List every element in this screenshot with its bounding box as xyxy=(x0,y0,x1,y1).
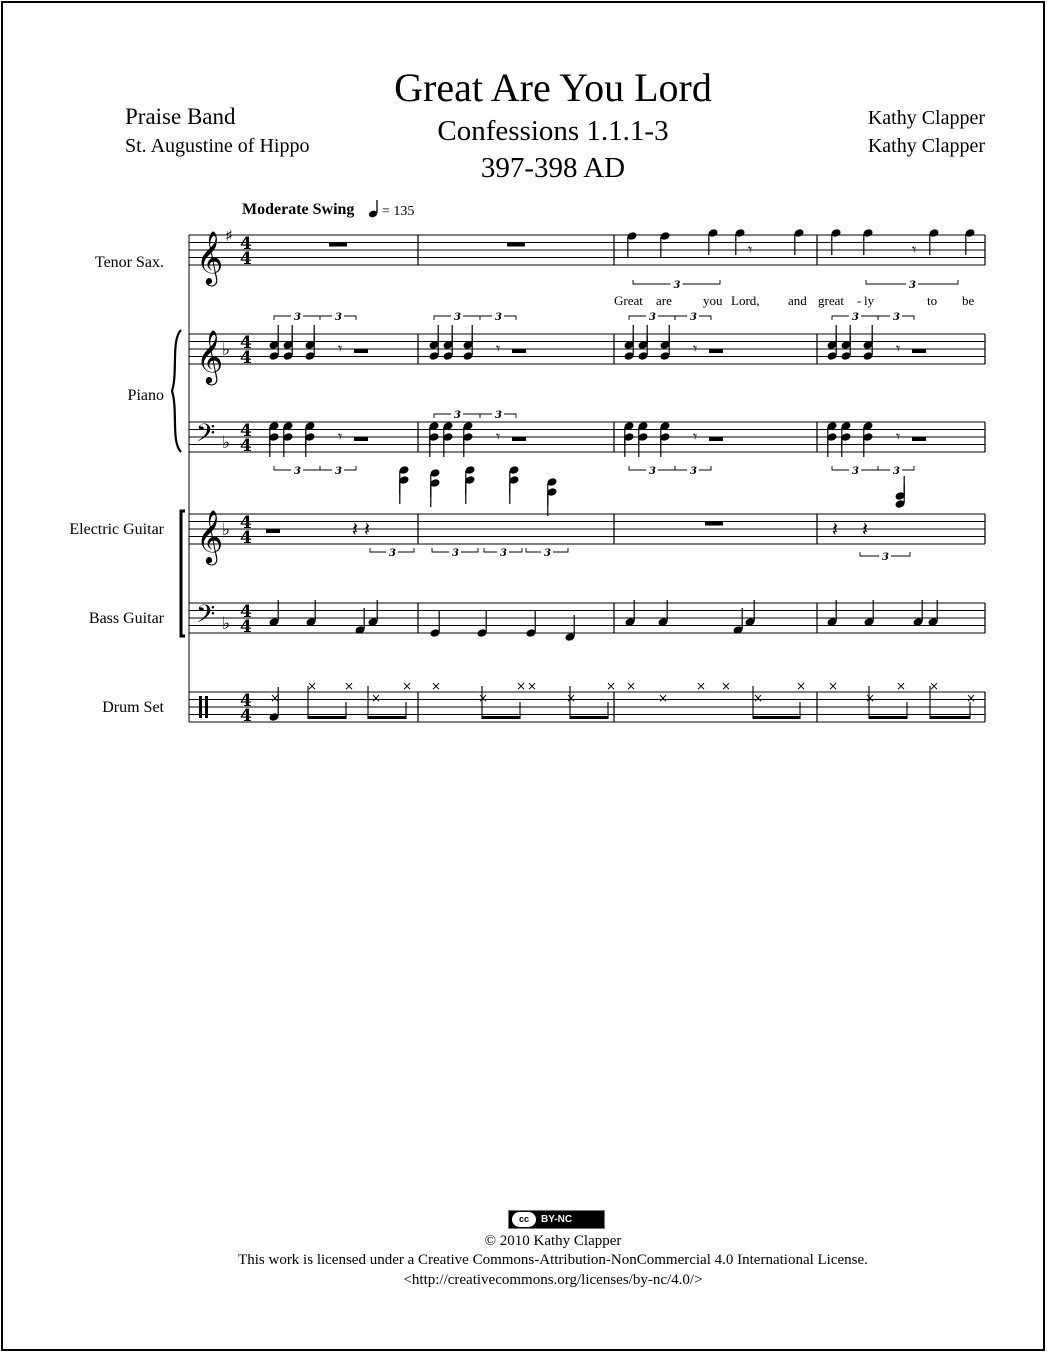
half-rest-icon xyxy=(266,529,280,533)
half-rest-icon xyxy=(512,349,526,353)
percussion-clef-icon xyxy=(205,696,208,718)
half-rest-icon xyxy=(912,437,926,441)
hi-hat-x-icon: × xyxy=(929,679,940,693)
time-signature-top: 4 xyxy=(240,333,252,353)
hi-hat-x-icon: × xyxy=(865,691,876,705)
percussion-clef-icon xyxy=(199,696,202,718)
time-signature-bottom: 4 xyxy=(240,706,252,726)
triplet-number: 3 xyxy=(909,280,916,291)
eighth-rest-icon: 𝄾 xyxy=(338,427,343,446)
eighth-rest-icon: 𝄾 xyxy=(748,240,753,259)
time-signature-bottom: 4 xyxy=(240,617,252,637)
beam xyxy=(753,716,800,719)
triplet-number: 3 xyxy=(544,548,551,559)
half-rest-icon xyxy=(354,437,368,441)
piano-brace xyxy=(172,330,181,452)
whole-rest-icon xyxy=(705,522,723,526)
time-signature-top: 4 xyxy=(240,234,252,254)
eighth-rest-icon: 𝄾 xyxy=(693,339,698,358)
hi-hat-x-icon: × xyxy=(516,679,527,693)
triplet-number: 3 xyxy=(852,466,859,477)
lyric-syllable: be xyxy=(962,293,975,308)
treble-clef-icon: 𝄞 xyxy=(196,329,224,383)
sharp-icon: ♯ xyxy=(225,226,233,245)
triplet-number: 3 xyxy=(454,312,461,323)
hi-hat-x-icon: × xyxy=(966,691,977,705)
tempo-marking: Moderate Swing xyxy=(242,201,355,218)
triplet-number: 3 xyxy=(649,466,656,477)
quarter-rest-icon: 𝄽 xyxy=(862,517,869,541)
lyricist-label: St. Augustine of Hippo xyxy=(125,135,310,157)
triplet-number: 3 xyxy=(335,466,342,477)
triplet-number: 3 xyxy=(690,312,697,323)
beam xyxy=(482,716,520,719)
hi-hat-x-icon: × xyxy=(896,679,907,693)
flat-icon: ♭ xyxy=(222,340,231,360)
time-signature-top: 4 xyxy=(240,691,252,711)
triplet-number: 3 xyxy=(500,548,507,559)
treble-clef-icon: 𝄞 xyxy=(196,230,224,284)
flat-icon: ♭ xyxy=(222,433,231,453)
lyric-syllable: you xyxy=(703,293,723,308)
bass-clef-icon: 𝄢 xyxy=(196,419,216,454)
triplet-number: 3 xyxy=(294,466,301,477)
lyric-syllable: ly xyxy=(864,293,875,308)
hi-hat-x-icon: × xyxy=(371,691,382,705)
instrument-label-electric-guitar: Electric Guitar xyxy=(69,521,164,538)
triplet-number: 3 xyxy=(893,312,900,323)
lyric-syllable: Great xyxy=(614,293,643,308)
quarter-rest-icon: 𝄽 xyxy=(352,517,359,541)
half-rest-icon xyxy=(709,349,723,353)
hi-hat-x-icon: × xyxy=(626,679,637,693)
treble-clef-icon: 𝄞 xyxy=(196,509,224,563)
ensemble-label: Praise Band xyxy=(125,104,236,129)
cc-logo-icon: cc xyxy=(512,1212,536,1227)
triplet-number: 3 xyxy=(495,410,502,421)
beam xyxy=(570,716,608,719)
composer-label: Kathy Clapper xyxy=(867,107,985,129)
triplet-number: 3 xyxy=(389,548,396,559)
cc-license-badge[interactable] xyxy=(508,1210,605,1229)
beam xyxy=(869,716,907,719)
license-statement: This work is licensed under a Creative Commons-Attribution-NonCommercial 4.0 International License. xyxy=(238,1252,868,1268)
instrument-label-bass-guitar: Bass Guitar xyxy=(88,610,164,627)
beam xyxy=(308,716,346,719)
hi-hat-x-icon: × xyxy=(753,691,764,705)
half-rest-icon xyxy=(512,437,526,441)
quarter-rest-icon: 𝄽 xyxy=(364,517,371,541)
hi-hat-x-icon: × xyxy=(658,691,669,705)
triplet-number: 3 xyxy=(852,312,859,323)
eighth-rest-icon: 𝄾 xyxy=(496,427,501,446)
beam xyxy=(930,716,970,719)
beam xyxy=(368,716,406,719)
triplet-number: 3 xyxy=(495,312,502,323)
time-signature-bottom: 4 xyxy=(240,528,252,548)
triplet-number: 3 xyxy=(335,312,342,323)
arranger-label: Kathy Clapper xyxy=(867,135,985,157)
lyric-syllable: to xyxy=(927,293,938,308)
score-date: 397-398 AD xyxy=(480,152,626,184)
copyright-notice: © 2010 Kathy Clapper xyxy=(484,1233,622,1249)
bass-clef-icon: 𝄢 xyxy=(196,600,216,635)
time-signature-top: 4 xyxy=(240,421,252,441)
hi-hat-x-icon: × xyxy=(402,679,413,693)
triplet-number: 3 xyxy=(690,466,697,477)
tempo-value: = 135 xyxy=(382,204,415,219)
guitar-bracket xyxy=(181,511,185,636)
time-signature-bottom: 4 xyxy=(240,348,252,368)
half-rest-icon xyxy=(912,349,926,353)
hi-hat-x-icon: × xyxy=(696,679,707,693)
triplet-number: 3 xyxy=(882,552,889,563)
hi-hat-x-icon: × xyxy=(566,691,577,705)
whole-rest-icon xyxy=(507,243,525,247)
time-signature-top: 4 xyxy=(240,513,252,533)
triplet-number: 3 xyxy=(673,280,681,291)
license-url[interactable]: <http://creativecommons.org/licenses/by-nc/4.0/> xyxy=(403,1272,703,1288)
triplet-number: 3 xyxy=(452,548,459,559)
score-subtitle: Confessions 1.1.1-3 xyxy=(437,115,669,147)
flat-icon: ♭ xyxy=(222,520,231,540)
hi-hat-x-icon: × xyxy=(796,679,807,693)
whole-rest-icon xyxy=(329,243,347,247)
hi-hat-x-icon: × xyxy=(478,691,489,705)
half-rest-icon xyxy=(354,349,368,353)
triplet-number: 3 xyxy=(454,410,461,421)
eighth-rest-icon: 𝄾 xyxy=(896,339,901,358)
hi-hat-x-icon: × xyxy=(431,679,442,693)
instrument-label-drum-set: Drum Set xyxy=(102,699,164,716)
time-signature-bottom: 4 xyxy=(240,436,252,456)
triplet-number: 3 xyxy=(649,312,656,323)
hi-hat-x-icon: × xyxy=(721,679,732,693)
quarter-rest-icon: 𝄽 xyxy=(832,517,839,541)
lyric-hyphen: - xyxy=(857,293,862,308)
hi-hat-x-icon: × xyxy=(828,679,839,693)
lyric-syllable: are xyxy=(656,293,672,308)
triplet-number: 3 xyxy=(893,466,900,477)
eighth-rest-icon: 𝄾 xyxy=(896,427,901,446)
hi-hat-x-icon: × xyxy=(344,679,355,693)
instrument-label-tenor-sax: Tenor Sax. xyxy=(94,254,164,271)
hi-hat-x-icon: × xyxy=(606,679,617,693)
half-rest-icon xyxy=(709,437,723,441)
eighth-rest-icon: 𝄾 xyxy=(338,339,343,358)
license-badge-label: BY-NC xyxy=(541,1214,573,1225)
eighth-rest-icon: 𝄾 xyxy=(912,240,917,259)
eighth-rest-icon: 𝄾 xyxy=(496,339,501,358)
lyric-syllable: great xyxy=(818,293,844,308)
eighth-rest-icon: 𝄾 xyxy=(693,427,698,446)
time-signature-bottom: 4 xyxy=(240,249,252,269)
hi-hat-x-icon: × xyxy=(270,691,281,705)
hi-hat-x-icon: × xyxy=(307,679,318,693)
score-title: Great Are You Lord xyxy=(394,65,712,110)
hi-hat-x-icon: × xyxy=(527,679,538,693)
lyric-syllable: Lord, xyxy=(731,293,760,308)
instrument-label-piano: Piano xyxy=(127,387,164,404)
flat-icon: ♭ xyxy=(222,614,231,634)
time-signature-top: 4 xyxy=(240,602,252,622)
lyric-syllable: and xyxy=(788,293,807,308)
triplet-number: 3 xyxy=(294,312,301,323)
